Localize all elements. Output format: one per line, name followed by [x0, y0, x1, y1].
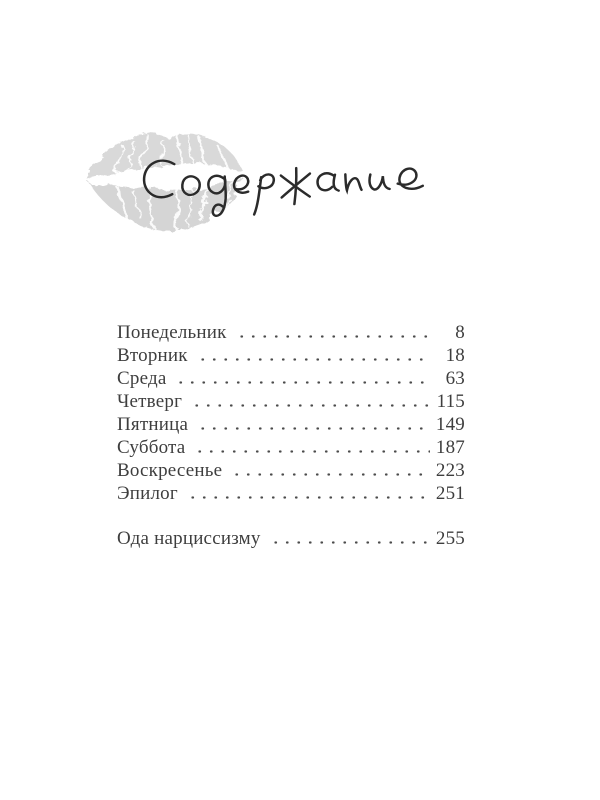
toc-entry-label: Суббота	[117, 437, 186, 458]
toc-extra-list	[117, 528, 465, 551]
toc-entry	[117, 414, 465, 437]
table-of-contents	[117, 322, 465, 551]
toc-entry-page: 8	[455, 322, 465, 343]
toc-entry-page: 251	[435, 483, 465, 504]
dot-leader	[175, 381, 430, 385]
toc-entry	[117, 391, 465, 414]
title-ink-strokes	[143, 152, 423, 218]
dot-leader	[270, 541, 430, 545]
dot-leader	[191, 404, 430, 408]
toc-entry-page: 63	[445, 368, 465, 389]
dot-leader	[197, 358, 430, 362]
toc-entry-page: 255	[435, 528, 465, 549]
toc-entry	[117, 437, 465, 460]
toc-entry-page: 115	[436, 391, 465, 412]
toc-entry	[117, 322, 465, 345]
toc-entry-label: Вторник	[117, 345, 188, 366]
toc-entry-label: Пятница	[117, 414, 189, 435]
toc-entry-label: Среда	[117, 368, 167, 389]
dot-leader	[197, 427, 430, 431]
toc-entry	[117, 345, 465, 368]
dot-leader	[236, 335, 430, 339]
dot-leader	[231, 473, 430, 477]
toc-entry-label: Четверг	[117, 391, 183, 412]
toc-entry	[117, 368, 465, 391]
toc-entry-label: Воскресенье	[117, 460, 223, 481]
toc-entry-page: 187	[435, 437, 465, 458]
toc-entry-page: 149	[435, 414, 465, 435]
toc-entry-label: Эпилог	[117, 483, 178, 504]
toc-list	[117, 322, 465, 506]
title-handwriting-svg	[141, 146, 453, 234]
toc-entry	[117, 460, 465, 483]
page-title	[0, 0, 1, 1]
toc-entry	[117, 528, 465, 551]
toc-entry-page: 223	[435, 460, 465, 481]
toc-entry-label: Понедельник	[117, 322, 227, 343]
toc-entry	[117, 483, 465, 506]
toc-entry-label: Ода нарциссизму	[117, 528, 261, 549]
dot-leader	[194, 450, 430, 454]
toc-entry-page: 18	[445, 345, 465, 366]
dot-leader	[187, 496, 430, 500]
